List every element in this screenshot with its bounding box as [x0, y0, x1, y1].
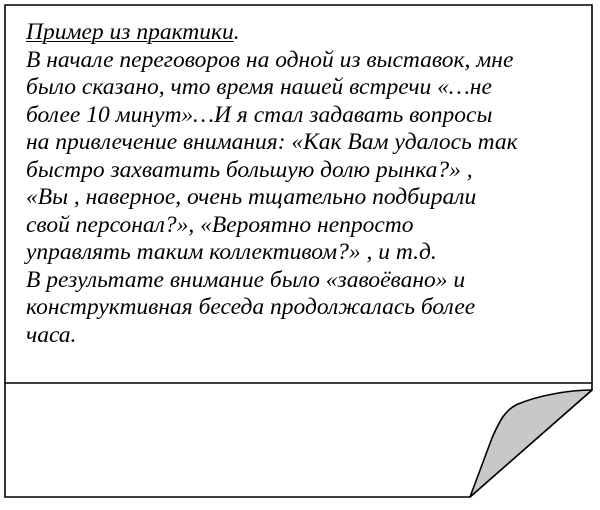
note-heading-suffix: .: [233, 19, 240, 45]
note-line: было сказано, что время нашей встречи «…не: [26, 74, 492, 100]
note-heading: Пример из практики: [26, 19, 234, 45]
note-line: В результате внимание было «завоёвано» и: [26, 266, 466, 293]
note-line: на привлечение внимания: «Как Вам удалось так: [26, 129, 518, 155]
note-line: управлять таким коллективом?» , и т.д.: [26, 239, 437, 265]
note-heading-line: [26, 19, 586, 47]
note-line: конструктивная беседа продолжалась более: [26, 294, 476, 320]
note-line: часа.: [26, 321, 77, 348]
note-line: более 10 минут»…И я стал задавать вопросы: [26, 101, 493, 128]
note-line: свой персонал?», «Вероятно непросто: [26, 211, 414, 238]
note-line: В начале переговоров на одной из выставок, мне: [26, 46, 514, 73]
note-body: [26, 19, 586, 349]
note-line: быстро захватить большую долю рынка?» ,: [26, 156, 473, 183]
note-line: «Вы , наверное, очень тщательно подбирали: [26, 184, 477, 210]
